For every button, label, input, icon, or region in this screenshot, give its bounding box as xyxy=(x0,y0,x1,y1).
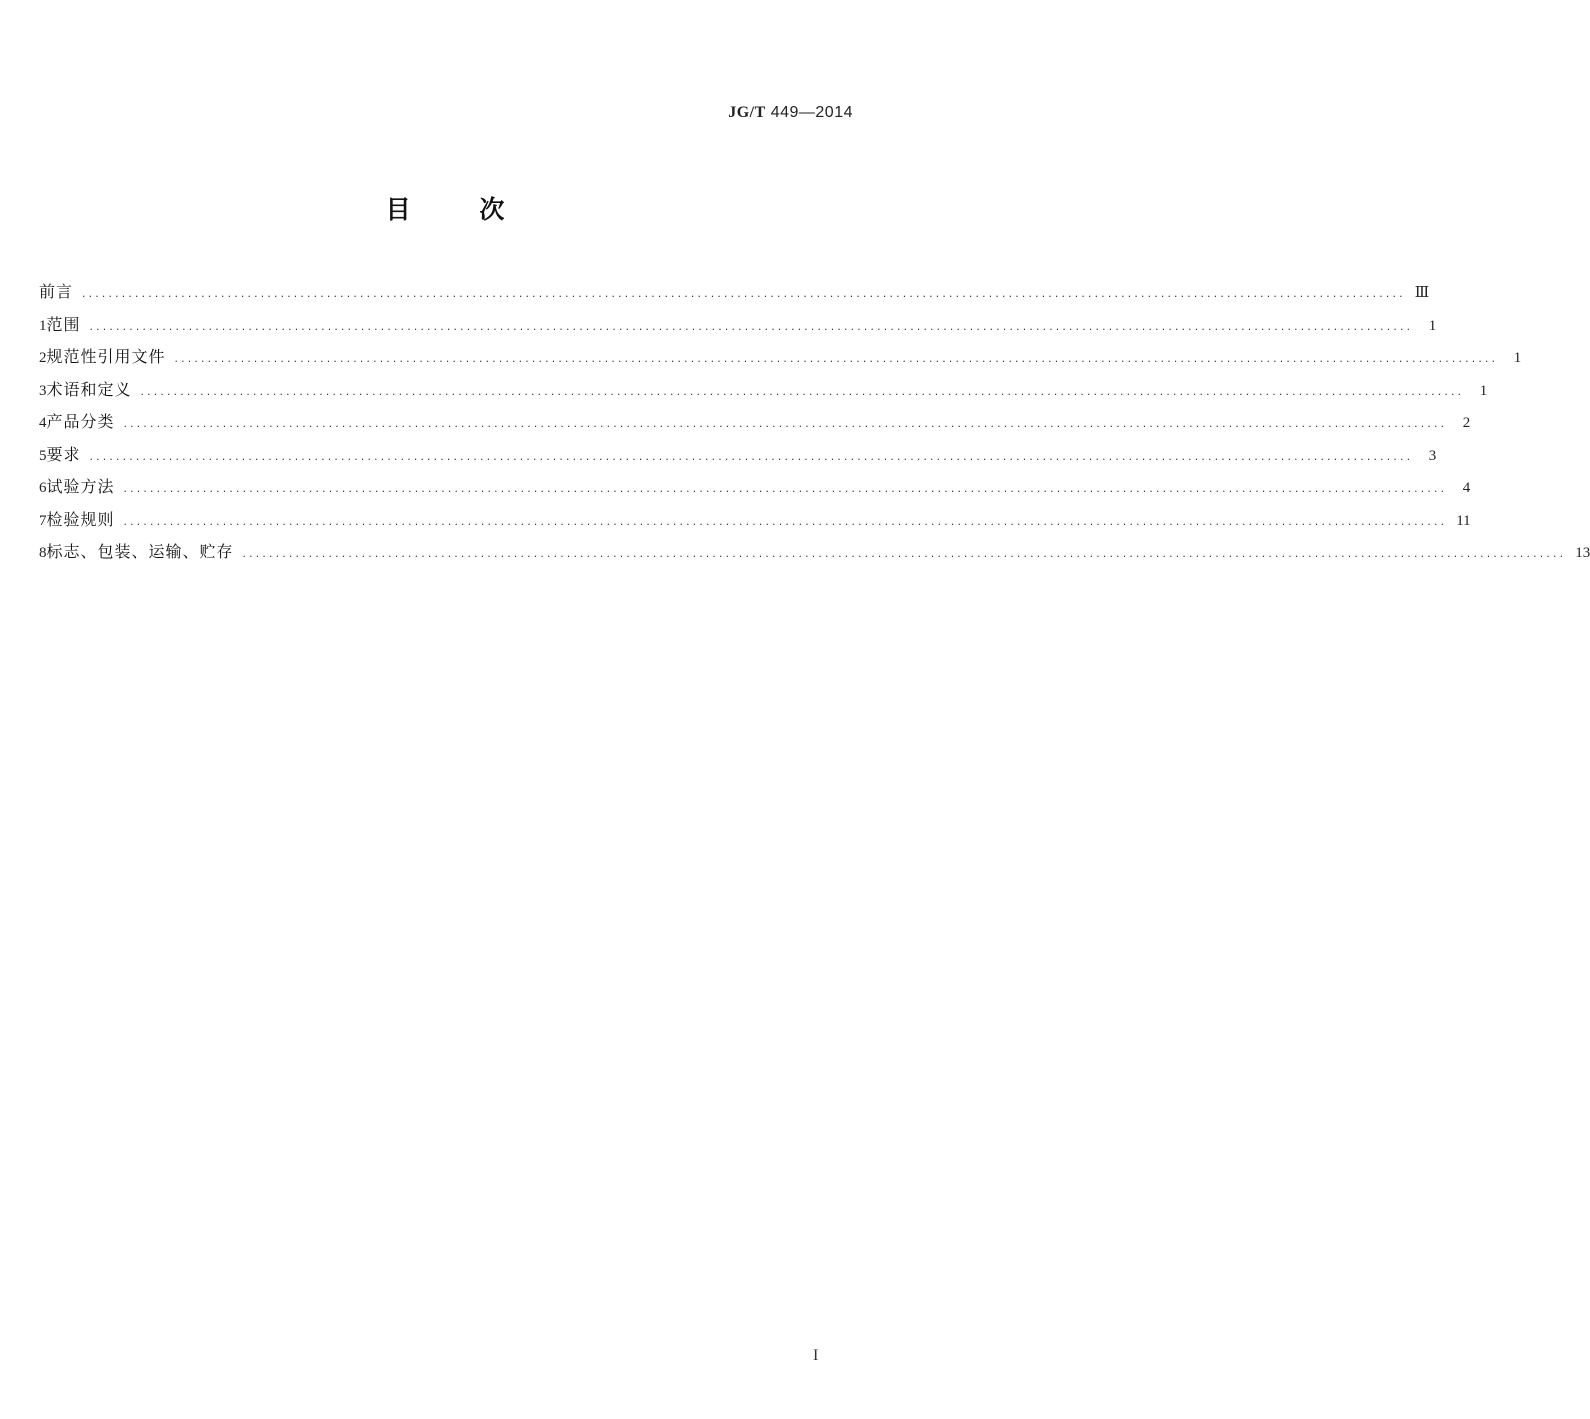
toc-entry-test-methods[interactable] xyxy=(39,473,1471,506)
toc-leader-dots: ........................................................................................................................................................................................................ xyxy=(122,420,1447,430)
toc-title-char-2: 次 xyxy=(479,195,505,224)
toc-leader-dots: ........................................................................................................................................................................................................ xyxy=(81,290,1405,300)
toc-entry-number: 7 xyxy=(39,512,47,529)
toc-entry-label: 标志、包装、运输、贮存 xyxy=(46,542,234,561)
toc-entry-page: 1 xyxy=(1513,350,1522,366)
standard-number: 449—2014 xyxy=(770,104,853,121)
page-number: I xyxy=(813,1347,819,1364)
toc-entry-number: 4 xyxy=(39,415,47,431)
toc-entry-page: 1 xyxy=(1479,382,1488,399)
toc-entry-terms-definitions[interactable] xyxy=(39,376,1488,409)
toc-entry-number: 1 xyxy=(39,317,47,334)
toc-entry-label: 前言 xyxy=(39,282,74,301)
standard-code xyxy=(728,104,853,122)
toc-title xyxy=(0,190,890,226)
toc-entry-page: Ⅲ xyxy=(1414,285,1430,301)
toc-entry-number: 3 xyxy=(39,382,47,399)
toc-leader-dots: ........................................................................................................................................................................................................ xyxy=(241,550,1566,560)
toc-entry-normative-references[interactable] xyxy=(39,343,1522,376)
toc-leader-dots: ........................................................................................................................................................................................................ xyxy=(88,322,1413,333)
toc-entry-product-classification[interactable] xyxy=(39,408,1471,441)
toc-entry-label: 规范性引用文件 xyxy=(46,347,166,366)
toc-entry-number: 8 xyxy=(39,545,47,561)
toc-entry-requirements[interactable] xyxy=(39,441,1437,474)
toc-entry-label: 产品分类 xyxy=(46,412,115,431)
toc-entry-scope[interactable] xyxy=(39,311,1437,344)
toc-leader-dots: ........................................................................................................................................................................................................ xyxy=(88,452,1413,463)
toc-entry-label: 术语和定义 xyxy=(46,379,132,399)
toc-leader-dots: ........................................................................................................................................................................................................ xyxy=(173,355,1498,365)
toc-entry-label: 范围 xyxy=(46,314,81,334)
toc-entry-number: 5 xyxy=(39,447,47,464)
toc-title-char-1: 目 xyxy=(385,195,411,224)
toc-entry-page: 11 xyxy=(1456,512,1471,529)
toc-leader-dots: ........................................................................................................................................................................................................ xyxy=(122,485,1447,495)
toc-entry-page: 2 xyxy=(1462,415,1471,431)
toc-entry-page: 1 xyxy=(1428,317,1437,334)
toc-entry-page: 3 xyxy=(1428,447,1437,464)
toc-entry-label: 检验规则 xyxy=(46,509,115,529)
standard-prefix: JG/T xyxy=(728,104,766,121)
toc-entry-inspection-rules[interactable] xyxy=(39,506,1471,539)
toc-entry-label: 试验方法 xyxy=(46,477,115,496)
toc-list xyxy=(39,278,1590,571)
toc-entry-number: 2 xyxy=(39,350,47,366)
toc-entry-number: 6 xyxy=(39,480,47,496)
toc-entry-page: 13 xyxy=(1575,545,1590,561)
toc-entry-page: 4 xyxy=(1462,480,1471,496)
toc-entry-label: 要求 xyxy=(46,444,81,464)
toc-entry-marking-packaging[interactable] xyxy=(39,538,1590,571)
toc-leader-dots: ........................................................................................................................................................................................................ xyxy=(139,387,1464,398)
toc-leader-dots: ........................................................................................................................................................................................................ xyxy=(122,517,1447,528)
toc-entry-foreword[interactable] xyxy=(39,278,1430,311)
